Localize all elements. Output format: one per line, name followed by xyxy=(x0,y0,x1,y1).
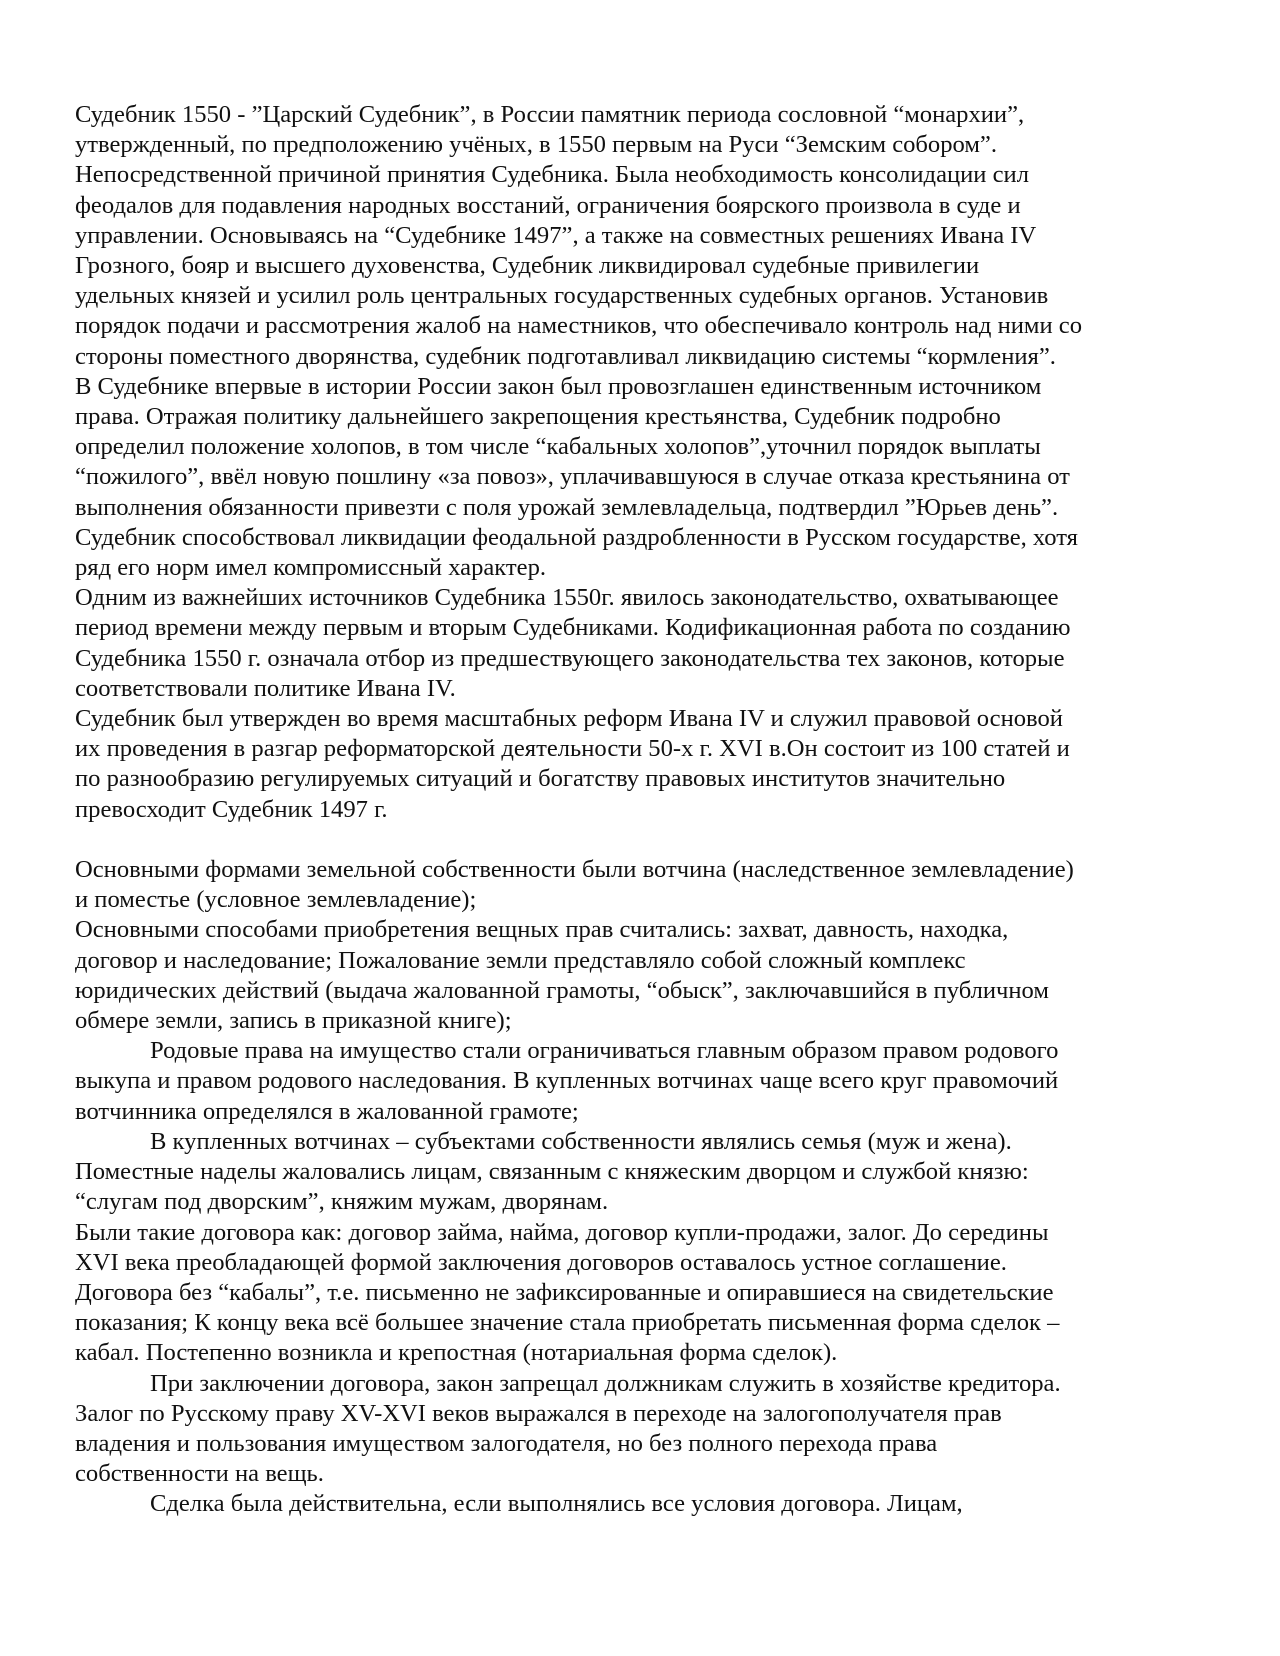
text-line: Основными формами земельной собственности были вотчина (наследственное землевладение) xyxy=(75,856,1074,884)
text-line: феодалов для подавления народных восстаний, ограничения боярского произвола в суде и xyxy=(75,191,1021,219)
text-line: Поместные наделы жаловались лицам, связанным с княжеским дворцом и службой князю: xyxy=(75,1158,1029,1186)
text-line: ряд его норм имел компромиссный характер. xyxy=(75,554,547,582)
text-line: обмере земли, запись в приказной книге); xyxy=(75,1007,512,1035)
paragraph-8 xyxy=(75,1127,1205,1218)
paragraph-9 xyxy=(75,1218,1205,1369)
text-line: период времени между первым и вторым Судебниками. Кодификационная работа по созданию xyxy=(75,614,1071,642)
text-line: вотчинника определялся в жалованной грамоте; xyxy=(75,1097,579,1125)
text-line: их проведения в разгар реформаторской деятельности 50-х г. XVI в.Он состоит из 100 статей и xyxy=(75,735,1070,763)
text-line: Основными способами приобретения вещных прав считались: захват, давность, находка, xyxy=(75,916,1009,944)
text-line: удельных князей и усилил роль центральных государственных судебных органов. Установив xyxy=(75,282,1049,310)
text-line: Были такие договора как: договор займа, найма, договор купли-продажи, залог. До середины xyxy=(75,1218,1049,1246)
text-line: порядок подачи и рассмотрения жалоб на наместников, что обеспечивало контроль над ними со xyxy=(75,312,1082,340)
text-line: и поместье (условное землевладение); xyxy=(75,886,477,914)
text-line-indented: Родовые права на имущество стали ограничиваться главным образом правом родового xyxy=(150,1037,1059,1065)
text-line: Судебник 1550 - ”Царский Судебник”, в России памятник периода сословной “монархии”, xyxy=(75,101,1025,128)
paragraph-2 xyxy=(75,372,1205,583)
paragraph-7 xyxy=(75,1036,1205,1127)
text-line: Залог по Русскому праву XV-XVI веков выражался в переходе на залогополучателя прав xyxy=(75,1399,1002,1427)
paragraph-5 xyxy=(75,855,1205,915)
paragraph-4 xyxy=(75,704,1205,825)
text-line: Одним из важнейших источников Судебника 1550г. явилось законодательство, охватывающее xyxy=(75,584,1059,612)
text-line-indented: При заключении договора, закон запрещал должникам служить в хозяйстве кредитора. xyxy=(150,1369,1061,1397)
text-line: “слугам под дворским”, княжим мужам, дворянам. xyxy=(75,1188,609,1216)
text-line: управлении. Основываясь на “Судебнике 1497”, а также на совместных решениях Ивана IV xyxy=(75,221,1037,249)
blank-line xyxy=(75,825,1205,855)
paragraph-1 xyxy=(75,100,1205,372)
text-line: договор и наследование; Пожалование земли представляло собой сложный комплекс xyxy=(75,946,966,974)
text-line: собственности на вещь. xyxy=(75,1460,324,1488)
paragraph-11 xyxy=(75,1489,1205,1519)
text-line: Непосредственной причиной принятия Судебника. Была необходимость консолидации сил xyxy=(75,161,1029,189)
text-line: Грозного, бояр и высшего духовенства, Судебник ликвидировал судебные привилегии xyxy=(75,252,980,280)
text-line: В Судебнике впервые в истории России закон был провозглашен единственным источником xyxy=(75,372,1042,400)
text-line: кабал. Постепенно возникла и крепостная (нотариальная форма сделок). xyxy=(75,1339,838,1367)
text-line: XVI века преобладающей формой заключения договоров оставалось устное соглашение. xyxy=(75,1248,1007,1276)
text-line: Судебник способствовал ликвидации феодальной раздробленности в Русском государстве, хотя xyxy=(75,523,1078,551)
text-line: выполнения обязанности привезти с поля урожай землевладельца, подтвердил ”Юрьев день”. xyxy=(75,493,1059,521)
text-line-indented: Сделка была действительна, если выполнялись все условия договора. Лицам, xyxy=(150,1490,963,1518)
text-line: Договора без “кабалы”, т.е. письменно не зафиксированные и опиравшиеся на свидетельские xyxy=(75,1278,1054,1306)
text-line: стороны поместного дворянства, судебник подготавливал ликвидацию системы “кормления”. xyxy=(75,342,1056,370)
text-line: юридических действий (выдача жалованной грамоты, “обыск”, заключавшийся в публичном xyxy=(75,976,1049,1004)
text-line: выкупа и правом родового наследования. В купленных вотчинах чаще всего круг правомочий xyxy=(75,1067,1059,1095)
text-line: владения и пользования имуществом залогодателя, но без полного перехода права xyxy=(75,1429,938,1457)
text-line-indented: В купленных вотчинах – субъектами собственности являлись семья (муж и жена). xyxy=(150,1127,1012,1155)
text-line: права. Отражая политику дальнейшего закрепощения крестьянства, Судебник подробно xyxy=(75,403,1001,431)
text-line: превосходит Судебник 1497 г. xyxy=(75,795,388,823)
paragraph-6 xyxy=(75,915,1205,1036)
text-line: показания; К концу века всё большее значение стала приобретать письменная форма сделок – xyxy=(75,1309,1060,1337)
text-line: определил положение холопов, в том числе “кабальных холопов”,уточнил порядок выплаты xyxy=(75,433,1041,461)
paragraph-10 xyxy=(75,1369,1205,1490)
document-page xyxy=(75,100,1205,1520)
text-line: по разнообразию регулируемых ситуаций и богатству правовых институтов значительно xyxy=(75,765,1006,793)
text-line: “пожилого”, ввёл новую пошлину «за повоз», уплачивавшуюся в случае отказа крестьянина от xyxy=(75,463,1070,491)
paragraph-3 xyxy=(75,583,1205,704)
text-line: утвержденный, по предположению учёных, в 1550 первым на Руси “Земским собором”. xyxy=(75,131,997,159)
text-line: соответствовали политике Ивана IV. xyxy=(75,674,456,702)
text-line: Судебника 1550 г. означала отбор из предшествующего законодательства тех законов, которые xyxy=(75,644,1065,672)
text-line: Судебник был утвержден во время масштабных реформ Ивана IV и служил правовой основой xyxy=(75,705,1063,733)
